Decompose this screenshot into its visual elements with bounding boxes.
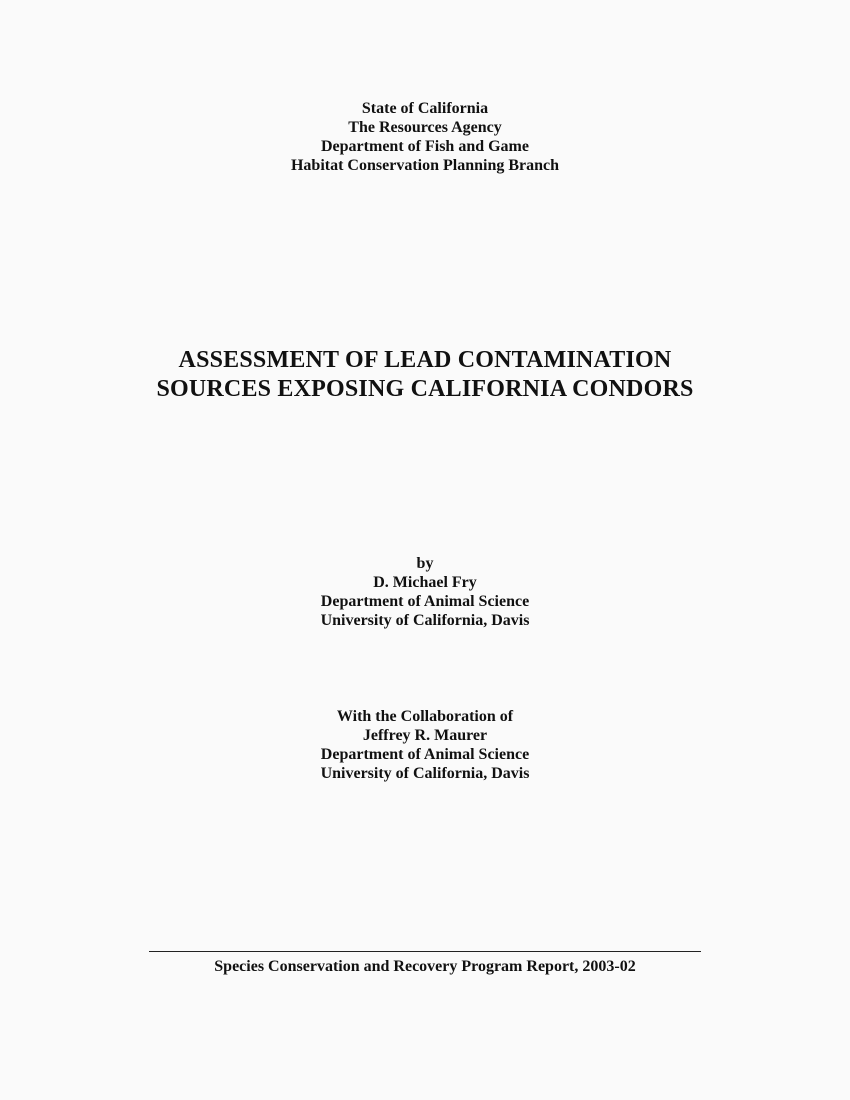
agency-line-state: State of California bbox=[361, 100, 489, 117]
collaborator-section bbox=[0, 707, 850, 783]
collaborator-name: Jeffrey R. Maurer bbox=[362, 727, 488, 744]
report-title bbox=[0, 346, 850, 404]
author-institution: University of California, Davis bbox=[320, 612, 530, 629]
author-name: D. Michael Fry bbox=[373, 574, 477, 591]
report-title-line-1: ASSESSMENT OF LEAD CONTAMINATION bbox=[178, 347, 672, 373]
author-department: Department of Animal Science bbox=[320, 593, 530, 610]
collaborator-institution: University of California, Davis bbox=[320, 765, 530, 782]
footer-divider bbox=[149, 951, 701, 952]
agency-line-resources-agency: The Resources Agency bbox=[348, 119, 502, 136]
author-section bbox=[0, 554, 850, 630]
agency-header bbox=[0, 99, 850, 175]
agency-line-branch: Habitat Conservation Planning Branch bbox=[290, 157, 560, 174]
report-number-label: Species Conservation and Recovery Program Report, 2003-02 bbox=[214, 958, 636, 975]
author-by: by bbox=[416, 555, 434, 572]
report-number bbox=[0, 957, 850, 976]
agency-line-department: Department of Fish and Game bbox=[321, 138, 529, 155]
collaborator-department: Department of Animal Science bbox=[320, 746, 530, 763]
collaborator-intro: With the Collaboration of bbox=[336, 708, 514, 725]
report-title-line-2: SOURCES EXPOSING CALIFORNIA CONDORS bbox=[156, 376, 694, 402]
